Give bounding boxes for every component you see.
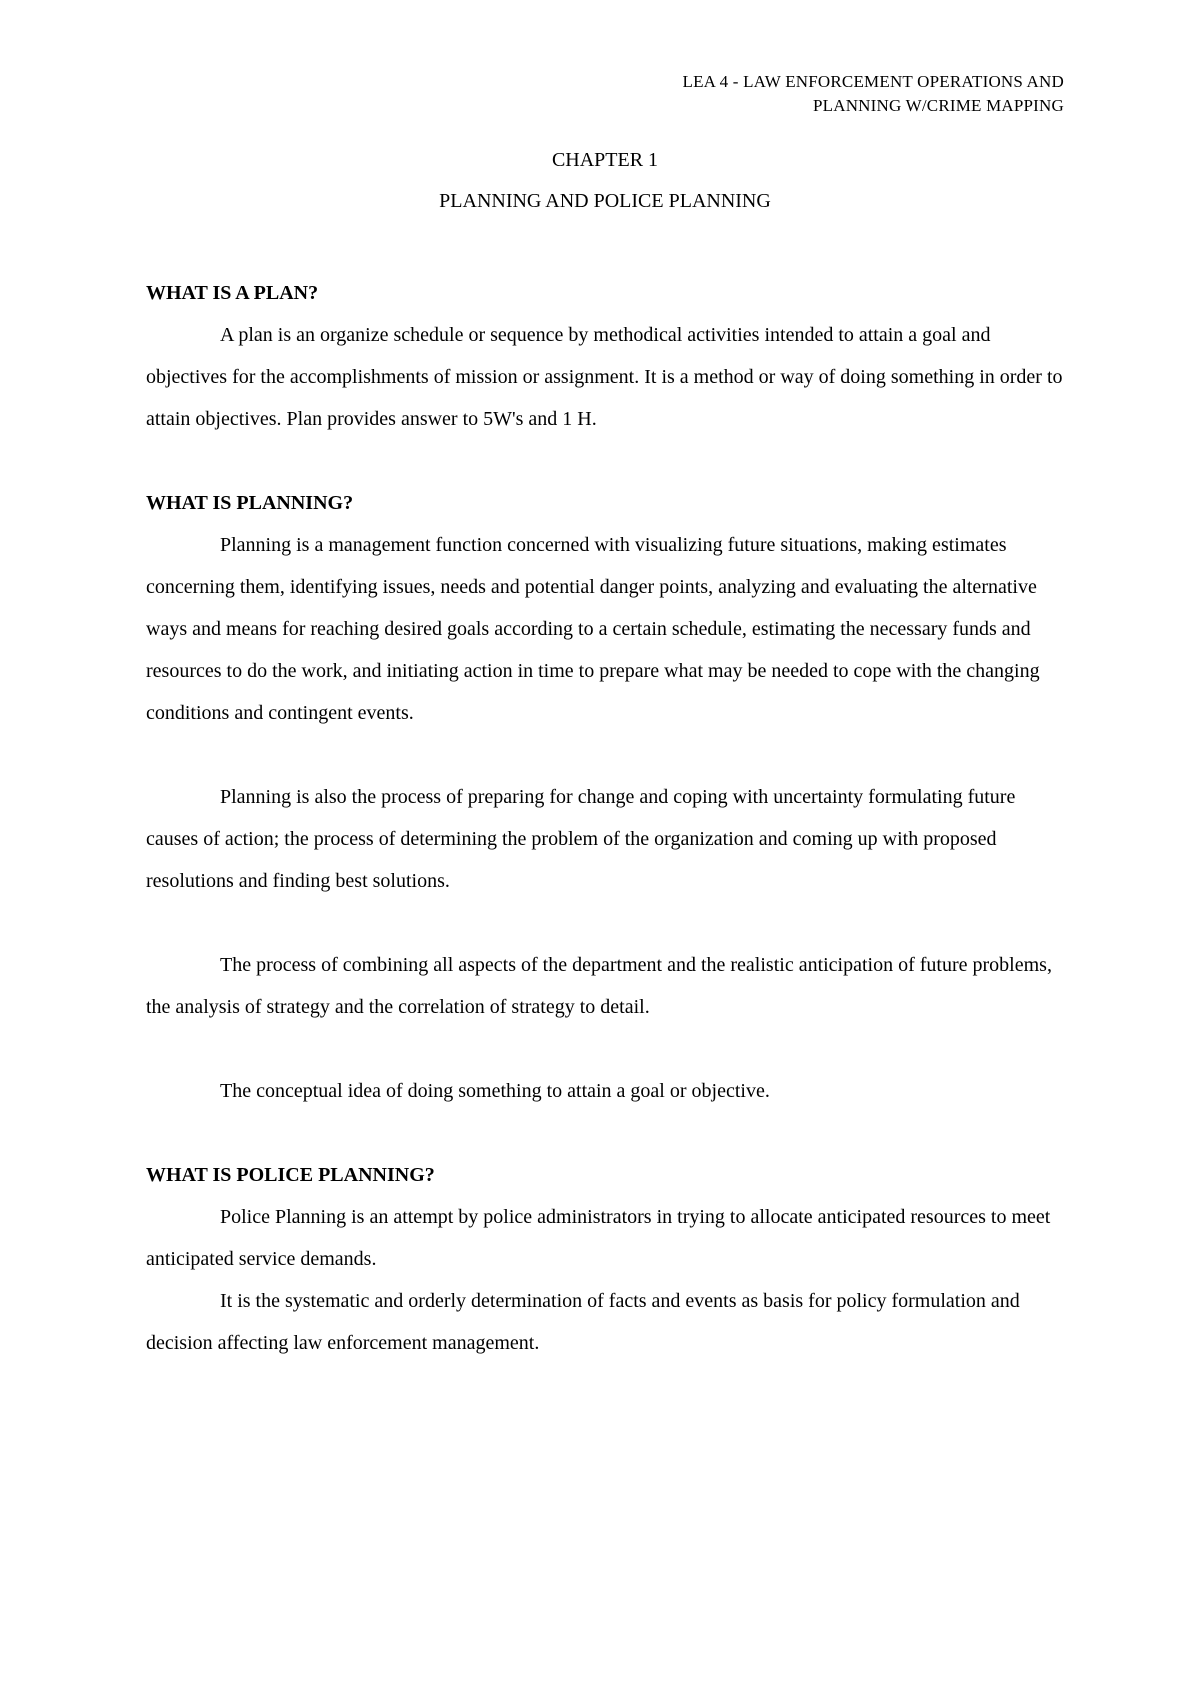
paragraph-planning-definition-1: Planning is a management function concerned with visualizing future situations, making estimates concerning them, identifying issues, needs and potential danger points, analyzing and evaluating the alternative ways and means for reaching desired goals according to a certain schedule, estimating the necessary funds and resources to do the work, and initiating action in time to prepare what may be needed to cope with the changing conditions and contingent events. xyxy=(146,534,1040,724)
document-body xyxy=(146,272,1066,1364)
section-heading-police-planning: WHAT IS POLICE PLANNING? xyxy=(146,1164,435,1186)
paragraph-planning-definition-2: Planning is also the process of preparing for change and coping with uncertainty formulating future causes of action; the process of determining the problem of the organization and coming up with proposed resolutions and finding best solutions. xyxy=(146,786,1016,892)
section-heading-plan: WHAT IS A PLAN? xyxy=(146,282,319,304)
header-line-2: PLANNING W/CRIME MAPPING xyxy=(812,96,1064,115)
paragraph-plan-definition: A plan is an organize schedule or sequence by methodical activities intended to attain a goal and objectives for the accomplishments of mission or assignment. It is a method or way of doing something in order to attain objectives. Plan provides answer to 5W's and 1 H. xyxy=(146,324,1063,430)
paragraph-planning-definition-4: The conceptual idea of doing something to attain a goal or objective. xyxy=(220,1080,770,1102)
paragraph-police-planning-1: Police Planning is an attempt by police administrators in trying to allocate anticipated resources to meet anticipated service demands. xyxy=(146,1206,1051,1270)
chapter-title: PLANNING AND POLICE PLANNING xyxy=(439,190,771,212)
section-heading-planning: WHAT IS PLANNING? xyxy=(146,492,354,514)
paragraph-planning-definition-3: The process of combining all aspects of the department and the realistic anticipation of future problems, the analysis of strategy and the correlation of strategy to detail. xyxy=(146,954,1052,1018)
paragraph-police-planning-2: It is the systematic and orderly determination of facts and events as basis for policy formulation and decision affecting law enforcement management. xyxy=(146,1290,1020,1354)
header-line-1: LEA 4 - LAW ENFORCEMENT OPERATIONS AND xyxy=(682,72,1064,91)
chapter-number: CHAPTER 1 xyxy=(551,149,659,171)
running-header xyxy=(682,70,1064,118)
